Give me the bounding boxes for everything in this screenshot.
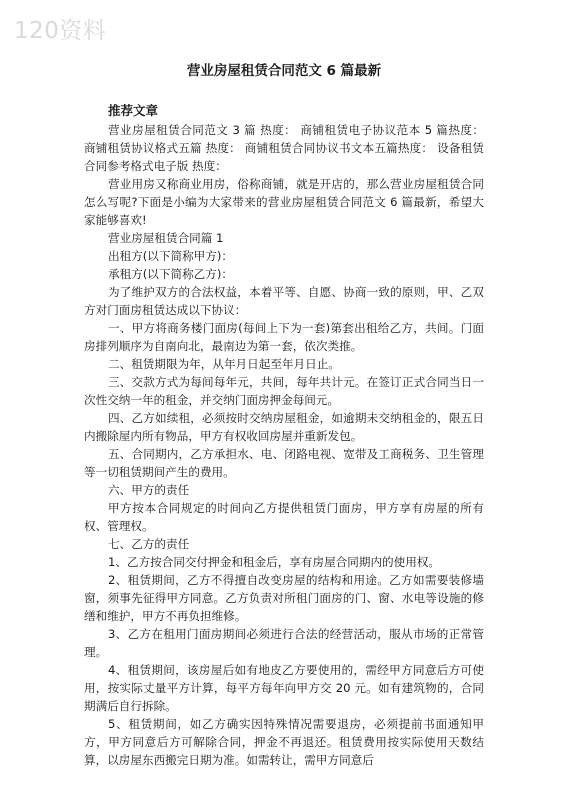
clause-2: 二、租赁期限为年，从年月日起至年月日止。 <box>108 357 340 371</box>
clause-5: 五、合同期内，乙方承担水、电、闭路电视、宽带及工商税务、卫生管理等一切租赁期间产生的费用。 <box>84 447 484 479</box>
clause-7-item-1: 1、乙方按合同交付押金和租金后，享有房屋合同期内的使用权。 <box>108 555 441 569</box>
document-page <box>84 62 484 769</box>
clause-7-item-5: 5、租赁期间，如乙方确实因特殊情况需要退房，必须提前书面通知甲方，甲方同意后方可解除合同，押金不再退还。租赁费用按实际使用天数结算，以房屋东西搬完日期为准。如需转让，需甲方同意后 <box>84 717 484 767</box>
clause-6-body: 甲方按本合同规定的时间向乙方提供租赁门面房，甲方享有房屋的所有权、管理权。 <box>84 501 484 533</box>
watermark: 120资料 <box>14 18 107 44</box>
preamble-paragraph: 为了维护双方的合法权益，本着平等、自愿、协商一致的原则，甲、乙双方对门面房租赁达成以下协议： <box>84 285 484 317</box>
clause-7-heading: 七、乙方的责任 <box>108 537 190 551</box>
recommended-articles-text: 营业房屋租赁合同范文 3 篇 热度： 商铺租赁电子协议范本 5 篇热度： 商铺租赁协议格式五篇 热度： 商铺租赁合同协议书文本五篇热度： 设备租赁合同参考格式电子版 热度： <box>84 123 484 173</box>
document-title: 营业房屋租赁合同范文 6 篇最新 <box>186 63 382 79</box>
lessor-line: 出租方(以下简称甲方)： <box>108 249 233 263</box>
recommended-heading: 推荐文章 <box>108 103 159 118</box>
clause-6-heading: 六、甲方的责任 <box>108 483 190 497</box>
lessee-line: 承租方(以下简称乙方)： <box>108 267 233 281</box>
clause-3: 三、交款方式为每间每年元，共间，每年共计元。在签订正式合同当日一次性交纳一年的租金，并交纳门面房押金每间元。 <box>84 375 484 407</box>
contract-heading: 营业房屋租赁合同篇 1 <box>108 231 224 245</box>
clause-7-item-3: 3、乙方在租用门面房期间必须进行合法的经营活动，服从市场的正常管理。 <box>84 627 484 659</box>
clause-4: 四、乙方如续租，必须按时交纳房屋租金，如逾期未交纳租金的，限五日内搬除屋内所有物品，甲方有权收回房屋并重新发包。 <box>84 411 484 443</box>
intro-paragraph: 营业用房又称商业用房，俗称商铺，就是开店的，那么营业房屋租赁合同怎么写呢?下面是小编为大家带来的营业房屋租赁合同范文 6 篇最新，希望大家能够喜欢! <box>84 177 484 227</box>
clause-7-item-2: 2、租赁期间，乙方不得擅自改变房屋的结构和用途。乙方如需要装修墙窗，须事先征得甲方同意。乙方负责对所租门面房的门、窗、水电等设施的修缮和维护，甲方不再负担维修。 <box>84 573 484 623</box>
clause-1: 一、甲方将商务楼门面房(每间上下为一套)第套出租给乙方，共间。门面房排列顺序为自南向北，最南边为第一套，依次类推。 <box>84 321 484 353</box>
clause-7-item-4: 4、租赁期间，该房屋后如有地皮乙方要使用的，需经甲方同意后方可使用，按实际丈量平方计算，每平方每年向甲方交 20 元。如有建筑物的，合同期满后自行拆除。 <box>84 663 484 713</box>
